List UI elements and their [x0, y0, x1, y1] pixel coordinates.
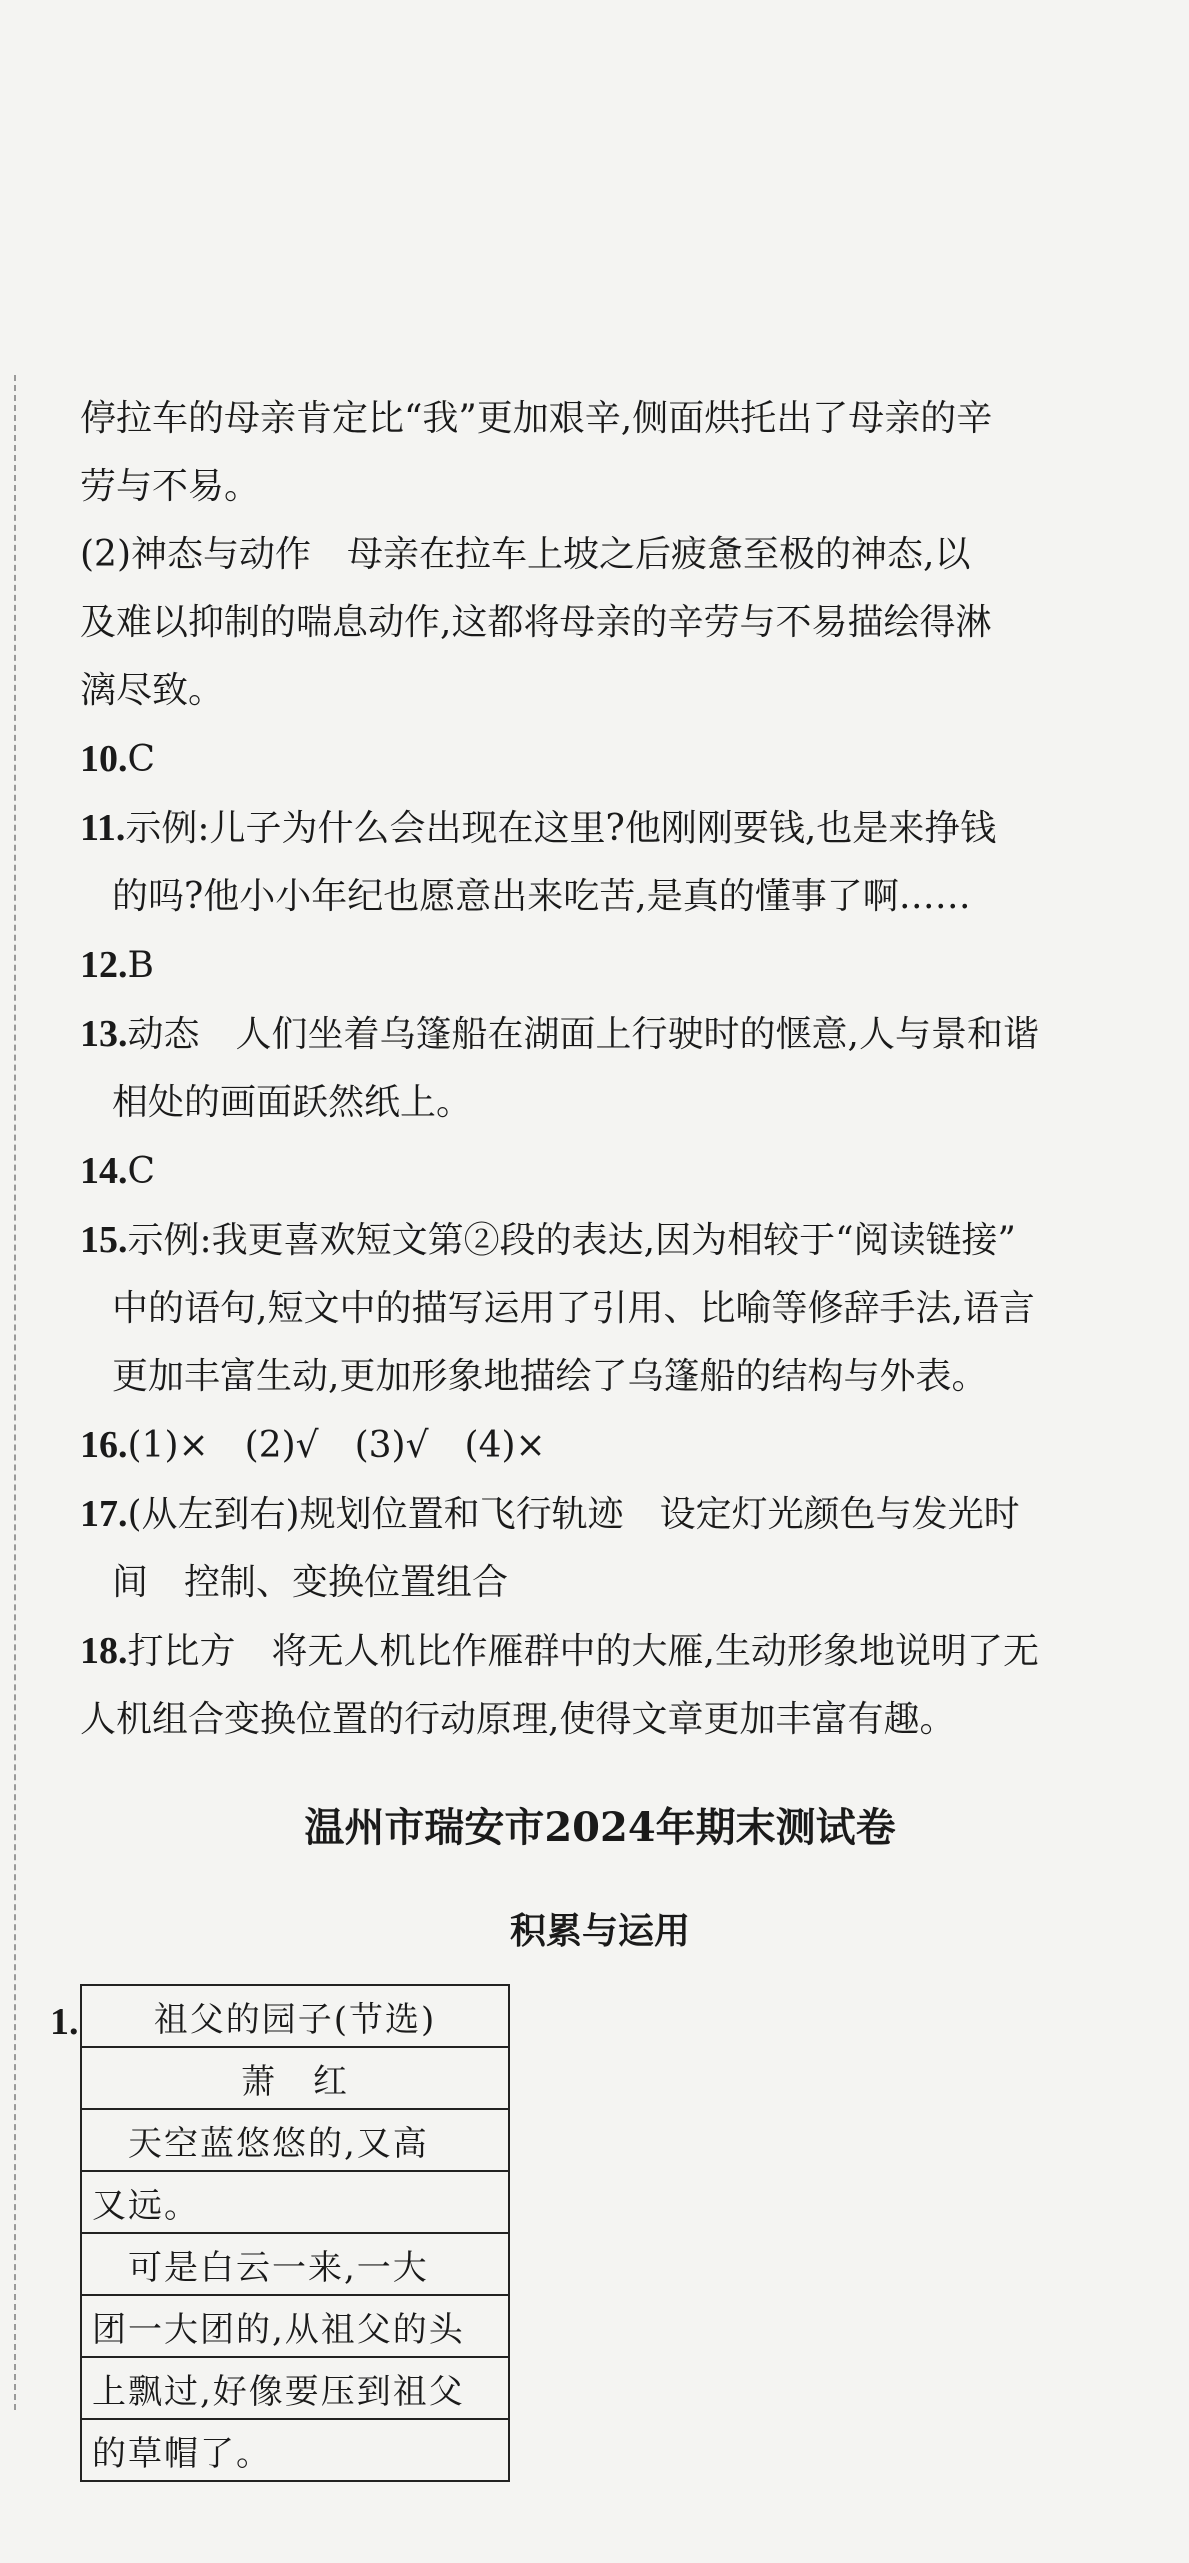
copy-grid: [80, 1984, 510, 2482]
answer-text: 人机组合变换位置的行动原理,使得文章更加丰富有趣。: [80, 1699, 956, 1740]
answer-text: 间 控制、变换位置组合: [112, 1562, 509, 1603]
question-number: 16.: [80, 1424, 128, 1466]
question-number: 14.: [80, 1150, 128, 1192]
grid-row: 团一大团的,从祖父的头: [81, 2295, 509, 2357]
margin-dashed-line: [14, 375, 16, 2410]
grid-row: 又远。: [81, 2171, 509, 2233]
answer-text: 示例:我更喜欢短文第②段的表达,因为相较于“阅读链接”: [127, 1220, 1016, 1261]
text-line: 漓尽致。: [80, 670, 225, 711]
answer-10: [80, 725, 1120, 794]
answer-text: C: [127, 739, 156, 780]
text-line: 及难以抑制的喘息动作,这都将母亲的辛劳与不易描绘得淋: [80, 602, 992, 643]
answer-11: [80, 794, 1120, 931]
grid-row: 可是白云一来,一大: [81, 2233, 509, 2295]
answer-12: [80, 931, 1120, 1000]
text-line: (2)神态与动作 母亲在拉车上坡之后疲惫至极的神态,以: [80, 534, 971, 575]
answer-text: 打比方 将无人机比作雁群中的大雁,生动形象地说明了无: [127, 1631, 1039, 1672]
answer-16: [80, 1411, 1120, 1480]
answer-text: 示例:儿子为什么会出现在这里?他刚刚要钱,也是来挣钱: [125, 808, 997, 849]
question-number: 15.: [80, 1219, 128, 1261]
answer-text: B: [127, 945, 154, 986]
grid-row: 上飘过,好像要压到祖父: [81, 2357, 509, 2419]
text-line: 停拉车的母亲肯定比“我”更加艰辛,侧面烘托出了母亲的辛: [80, 398, 993, 439]
question-number: 12.: [80, 944, 128, 986]
grid-row-title: 祖父的园子(节选): [153, 1999, 437, 2040]
answer-text: 动态 人们坐着乌篷船在湖面上行驶时的惬意,人与景和谐: [127, 1014, 1039, 1055]
answer-text: C: [127, 1151, 156, 1192]
question-number: 17.: [80, 1493, 128, 1535]
answer-15: [80, 1206, 1120, 1411]
answer-text: 的吗?他小小年纪也愿意出来吃苦,是真的懂事了啊……: [112, 876, 971, 917]
question-number: 11.: [80, 807, 126, 849]
question-1: [50, 1984, 1120, 2482]
section-subtitle: 积累与运用: [509, 1910, 690, 1951]
question-number: 10.: [80, 738, 128, 780]
answer-text: 更加丰富生动,更加形象地描绘了乌篷船的结构与外表。: [112, 1356, 988, 1397]
answer-18: [80, 1617, 1120, 1754]
answer-content: [50, 385, 1120, 2482]
grid-row: 的草帽了。: [81, 2419, 509, 2481]
text-line: 劳与不易。: [80, 466, 261, 507]
grid-row: 天空蓝悠悠的,又高: [81, 2109, 509, 2171]
answer-text: (从左到右)规划位置和飞行轨迹 设定灯光颜色与发光时: [127, 1494, 1020, 1535]
answer-text: 中的语句,短文中的描写运用了引用、比喻等修辞手法,语言: [112, 1288, 1035, 1329]
question-number: 13.: [80, 1013, 128, 1055]
question-number: 18.: [80, 1630, 128, 1672]
answer-text: 相处的画面跃然纸上。: [112, 1082, 473, 1123]
answer-17: [80, 1480, 1120, 1617]
answer-13: [80, 1000, 1120, 1137]
question-number: 1.: [50, 2001, 79, 2043]
grid-row-author: 萧 红: [81, 2047, 509, 2109]
answer-14: [80, 1137, 1120, 1206]
section-title: 温州市瑞安市2024年期末测试卷: [304, 1804, 896, 1851]
answer-text: (1)× (2)√ (3)√ (4)×: [127, 1425, 546, 1466]
